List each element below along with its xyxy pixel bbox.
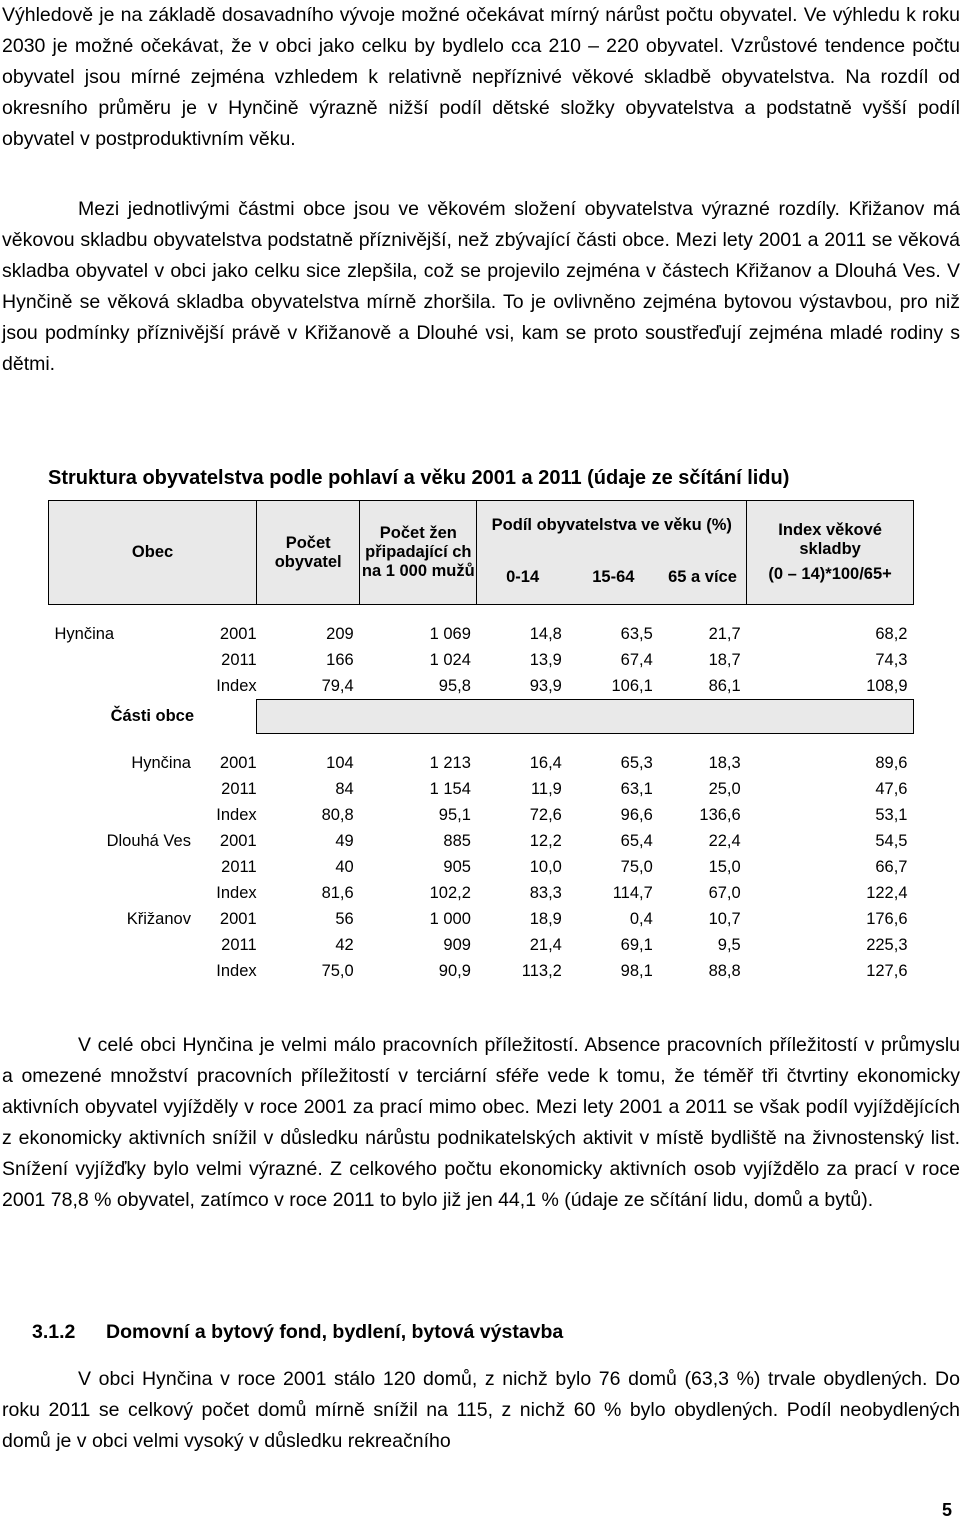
table-row [49,958,914,984]
age-15-64-cell: 0,4 [629,909,653,928]
section-number: 3.1.2 [32,1321,76,1343]
table-row [49,647,914,673]
index-cell: 47,6 [875,779,908,798]
age-0-14-cell: 93,9 [529,676,562,695]
age-65-cell: 67,0 [708,883,741,902]
year-cell: Index [216,805,257,824]
age-15-64-cell: 114,7 [612,883,653,902]
zen-cell: 909 [443,935,471,954]
year-cell: Index [216,883,257,902]
header-age-65-plus: 65 a více [659,551,747,605]
header-index-title: Index věkové skladby [778,521,882,558]
part-name: Křižanov [126,909,191,928]
table-row [49,906,914,932]
zen-cell: 905 [443,857,471,876]
pocet-cell: 104 [326,753,354,772]
age-0-14-cell: 13,9 [529,650,562,669]
header-age-0-14: 0-14 [477,551,568,605]
header-pocet-zen: Počet žen připadající ch na 1 000 mužů [360,501,477,605]
table-row [49,776,914,802]
age-0-14-cell: 12,2 [529,831,562,850]
year-cell: 2001 [219,624,257,643]
table-row [49,828,914,854]
age-15-64-cell: 75,0 [620,857,653,876]
index-cell: 225,3 [866,935,908,954]
table-row [49,932,914,958]
year-cell: 2011 [221,779,257,798]
casti-obce-band [257,700,914,734]
age-15-64-cell: 98,1 [620,961,653,980]
zen-cell: 1 000 [429,909,471,928]
header-age-15-64: 15-64 [568,551,659,605]
age-65-cell: 88,8 [708,961,741,980]
year-cell: 2011 [221,650,257,669]
zen-cell: 1 069 [429,624,471,643]
municipality-name: Hynčina [54,624,115,643]
header-podil-obyvatelstva: Podíl obyvatelstva ve věku (%) [477,501,747,551]
section-title: Domovní a bytový fond, bydlení, bytová výstavba [106,1321,564,1343]
age-65-cell: 86,1 [708,676,741,695]
year-cell: 2001 [219,831,257,850]
index-cell: 108,9 [866,676,908,695]
pocet-cell: 209 [326,624,354,643]
section-heading [32,1321,563,1344]
paragraph-age-structure-parts: Mezi jednotlivými částmi obce jsou ve věkovém složení obyvatelstva výrazné rozdíly. Křižanov má věkovou skladbu obyvatelstva podstatně příznivější, než zbývající části obce. Mezi lety 2001 a 2011 se věková skladba obyvatel v obci jako celku sice zlepšila, což se projevilo zejména v částech Křižanov a Dlouhá Ves. V Hynčině se věková skladba obyvatelstva mírně zhoršila. To je ovlivněno zejména bytovou výstavbou, pro niž jsou podmínky příznivější právě v Křižanově a Dlouhé vsi, kam se proto soustřeďují zejména mladé rodiny s dětmi. [2,198,960,375]
age-65-cell: 18,3 [708,753,741,772]
index-cell: 122,4 [866,883,908,902]
casti-obce-label: Části obce [110,707,195,725]
age-65-cell: 21,7 [708,624,741,643]
age-0-14-cell: 14,8 [529,624,562,643]
age-0-14-cell: 10,0 [529,857,562,876]
part-name: Dlouhá Ves [106,831,191,850]
index-cell: 68,2 [875,624,908,643]
zen-cell: 95,1 [438,805,471,824]
age-65-cell: 22,4 [708,831,741,850]
age-0-14-cell: 21,4 [529,935,562,954]
table-row [49,750,914,776]
pocet-cell: 75,0 [321,961,354,980]
age-0-14-cell: 113,2 [521,961,562,980]
pocet-cell: 42 [335,935,354,954]
pocet-cell: 49 [335,831,354,850]
year-cell: 2011 [221,857,257,876]
zen-cell: 1 213 [429,753,471,772]
table-row [49,621,914,647]
pocet-cell: 80,8 [321,805,354,824]
pocet-cell: 56 [335,909,354,928]
zen-cell: 95,8 [438,676,471,695]
age-65-cell: 18,7 [708,650,741,669]
age-65-cell: 15,0 [708,857,741,876]
pocet-cell: 81,6 [321,883,354,902]
age-65-cell: 25,0 [708,779,741,798]
age-65-cell: 9,5 [717,935,741,954]
table-row [49,802,914,828]
pocet-cell: 79,4 [321,676,354,695]
age-0-14-cell: 83,3 [529,883,562,902]
part-name: Hynčina [131,753,191,772]
population-structure-table [48,500,914,984]
age-15-64-cell: 69,1 [620,935,653,954]
index-cell: 53,1 [875,805,908,824]
page-number: 5 [941,1500,952,1520]
age-15-64-cell: 106,1 [611,676,653,695]
age-0-14-cell: 11,9 [530,779,562,798]
header-obec: Obec [49,501,257,605]
pocet-cell: 84 [335,779,354,798]
zen-cell: 1 024 [429,650,471,669]
year-cell: 2001 [219,909,257,928]
table-row [49,854,914,880]
age-15-64-cell: 96,6 [620,805,653,824]
zen-cell: 102,2 [429,883,471,902]
age-15-64-cell: 65,4 [620,831,653,850]
age-0-14-cell: 18,9 [529,909,562,928]
pocet-cell: 166 [326,650,354,669]
age-65-cell: 136,6 [699,805,741,824]
index-cell: 74,3 [875,650,908,669]
index-cell: 66,7 [875,857,908,876]
index-cell: 89,6 [875,753,908,772]
year-cell: 2011 [221,935,257,954]
zen-cell: 90,9 [438,961,471,980]
table-title: Struktura obyvatelstva podle pohlaví a věku 2001 a 2011 (údaje ze sčítání lidu) [48,467,790,489]
age-0-14-cell: 72,6 [529,805,562,824]
pocet-cell: 40 [335,857,354,876]
table-row [49,673,914,700]
casti-obce-row [49,700,914,734]
age-15-64-cell: 63,5 [620,624,653,643]
age-15-64-cell: 65,3 [620,753,653,772]
paragraph-population-outlook: Výhledově je na základě dosavadního vývoje možné očekávat mírný nárůst počtu obyvatel. Ve výhledu k roku 2030 je možné očekávat, že v obci jako celku by bydlelo cca 210 – 220 obyvatel. Vzrůstové tendence počtu obyvatel jsou mírné zejména vzhledem k relativně nepříznivé věkové skladbě obyvatelstva. Na rozdíl od okresního průměru je v Hynčině výrazně nižší podíl dětské složky obyvatelstva a podstatně vyšší podíl obyvatel v postproduktivním věku. [2,4,960,150]
table-row [49,880,914,906]
zen-cell: 885 [443,831,471,850]
header-index-formula: (0 – 14)*100/65+ [768,565,892,583]
age-0-14-cell: 16,4 [529,753,562,772]
age-65-cell: 10,7 [708,909,741,928]
paragraph-housing: V obci Hynčina v roce 2001 stálo 120 domů, z nichž bylo 76 domů (63,3 %) trvale obydlených. Do roku 2011 se celkový počet domů mírně snížil na 115, z nichž 60 % bylo obydlených. Podíl neobydlených domů je v obci velmi vysoký v důsledku rekreačního [2,1368,960,1452]
index-cell: 176,6 [866,909,908,928]
zen-cell: 1 154 [429,779,471,798]
paragraph-employment: V celé obci Hynčina je velmi málo pracovních příležitostí. Absence pracovních příležitostí v průmyslu a omezené množství pracovních příležitostí v terciární sféře vede k tomu, že téměř tři čtvrtiny ekonomicky aktivních obyvatel vyjížděly v roce 2001 za prací mimo obec. Mezi lety 2001 a 2011 se však podíl vyjíždějících z ekonomicky aktivních snížil v důsledku nárůstu podnikatelských aktivit v místě bydliště na živnostenský list. Snížení vyjížďky bylo velmi výrazné. Z celkového počtu ekonomicky aktivních osob vyjíždělo za prací v roce 2001 78,8 % obyvatel, zatímco v roce 2011 to bylo již jen 44,1 % (údaje ze sčítání lidu, domů a bytů). [2,1034,960,1211]
year-cell: Index [216,961,257,980]
index-cell: 54,5 [875,831,908,850]
year-cell: 2001 [219,753,257,772]
index-cell: 127,6 [866,961,908,980]
age-15-64-cell: 67,4 [620,650,653,669]
year-cell: Index [216,676,257,695]
age-15-64-cell: 63,1 [620,779,653,798]
header-index-vekove-skladby [747,501,914,605]
header-pocet-obyvatel: Počet obyvatel [257,501,360,605]
